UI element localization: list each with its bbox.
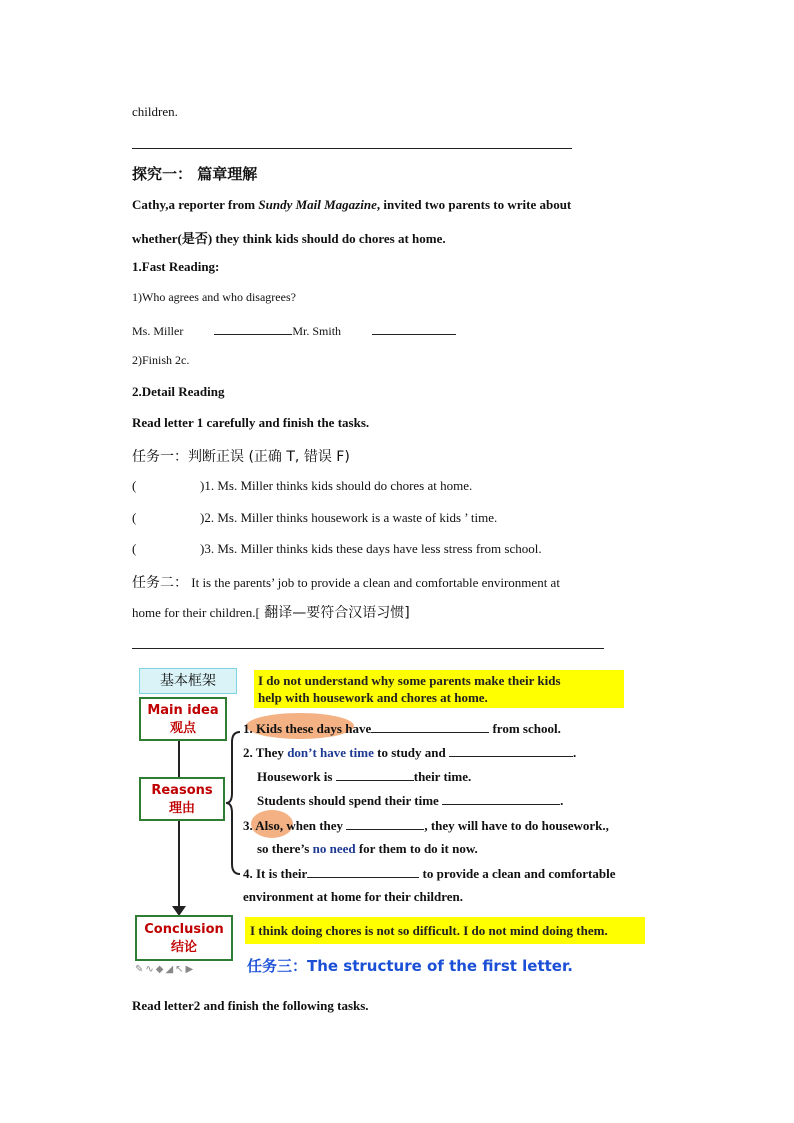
- intro-line-2: whether(是否) they think kids should do chores at home.: [132, 231, 446, 246]
- detail-reading-instruction: Read letter 1 carefully and finish the tasks.: [132, 415, 370, 430]
- reason-4b: environment at home for their children.: [243, 889, 464, 904]
- brace-icon: [226, 730, 242, 876]
- answer-line-task2: [132, 648, 604, 649]
- task3-title: 任务三：The structure of the first letter.: [247, 957, 573, 975]
- yellow-conclusion: I think doing chores is not so difficult. I do not mind doing them.: [245, 917, 645, 944]
- reasons-box: Reasons 理由: [139, 777, 225, 821]
- blank-r2b[interactable]: [336, 768, 414, 781]
- letter2-instruction: Read letter2 and finish the following tasks.: [132, 998, 369, 1013]
- task2-line-1: [132, 572, 560, 592]
- conclusion-box: Conclusion 结论: [135, 915, 233, 961]
- yellow-main-idea: I do not understand why some parents make their kids help with housework and chores at home.: [254, 670, 624, 708]
- task1-paren-2[interactable]: (: [132, 510, 137, 525]
- fast-reading-q1: 1)Who agrees and who disagrees?: [132, 290, 296, 304]
- blank-r3[interactable]: [346, 817, 424, 830]
- blank-smith[interactable]: [372, 322, 456, 335]
- blank-r4[interactable]: [307, 865, 419, 878]
- task1-item-2: )2. Ms. Miller thinks housework is a waste of kids ’ time.: [200, 510, 498, 525]
- reason-3b: so there’s no need for them to do it now.: [257, 841, 478, 856]
- reason-2b: Housework is their time.: [257, 769, 472, 784]
- reason-1: 1. Kids these days have from school.: [243, 721, 561, 736]
- task2-line-2: home for their children.[ 翻译—要符合汉语习惯]: [132, 605, 410, 621]
- reason-2: 2. They don’t have time to study and .: [243, 745, 577, 760]
- name-miller: Ms. Miller: [132, 324, 184, 338]
- connector-2: [178, 821, 180, 909]
- blank-r2c[interactable]: [442, 792, 560, 805]
- magazine-name: Sundy Mail Magazine: [258, 197, 377, 212]
- main-idea-box: Main idea 观点: [139, 697, 227, 741]
- task1-item-1: )1. Ms. Miller thinks kids should do chores at home.: [200, 478, 473, 493]
- toolbar-icons[interactable]: ✎∿◆◢↖▶: [135, 964, 196, 975]
- reason-4: 4. It is their to provide a clean and comfortable: [243, 866, 616, 881]
- blank-r1[interactable]: [371, 720, 489, 733]
- section-heading: 探究一： 篇章理解: [132, 165, 258, 183]
- connector-1: [178, 741, 180, 779]
- name-smith: Mr. Smith: [292, 324, 342, 338]
- intro-line-1: Cathy,a reporter from Sundy Mail Magazine, invited two parents to write about: [132, 197, 572, 212]
- continuation-text: children.: [132, 104, 178, 119]
- task2-sentence: It is the parents’ job to provide a clean and comfortable environment at: [191, 575, 560, 590]
- reason-2c: Students should spend their time .: [257, 793, 564, 808]
- task1-title: 任务一：判断正误 (正确 T, 错误 F): [132, 449, 350, 465]
- task1-paren-1[interactable]: (: [132, 478, 137, 493]
- blank-r2[interactable]: [449, 744, 573, 757]
- fast-reading-title: 1.Fast Reading:: [132, 259, 220, 274]
- task1-paren-3[interactable]: (: [132, 541, 137, 556]
- reason-3: 3. Also, when they , they will have to do housework.,: [243, 818, 609, 833]
- name-row: [132, 322, 456, 339]
- detail-reading-title: 2.Detail Reading: [132, 384, 225, 399]
- task1-item-3: )3. Ms. Miller thinks kids these days have less stress from school.: [200, 541, 542, 556]
- framework-title: 基本框架: [139, 668, 237, 694]
- blank-miller[interactable]: [214, 322, 292, 335]
- task2-label: 任务二：: [132, 575, 188, 591]
- answer-line-top: [132, 148, 572, 149]
- fast-reading-q2: 2)Finish 2c.: [132, 353, 190, 367]
